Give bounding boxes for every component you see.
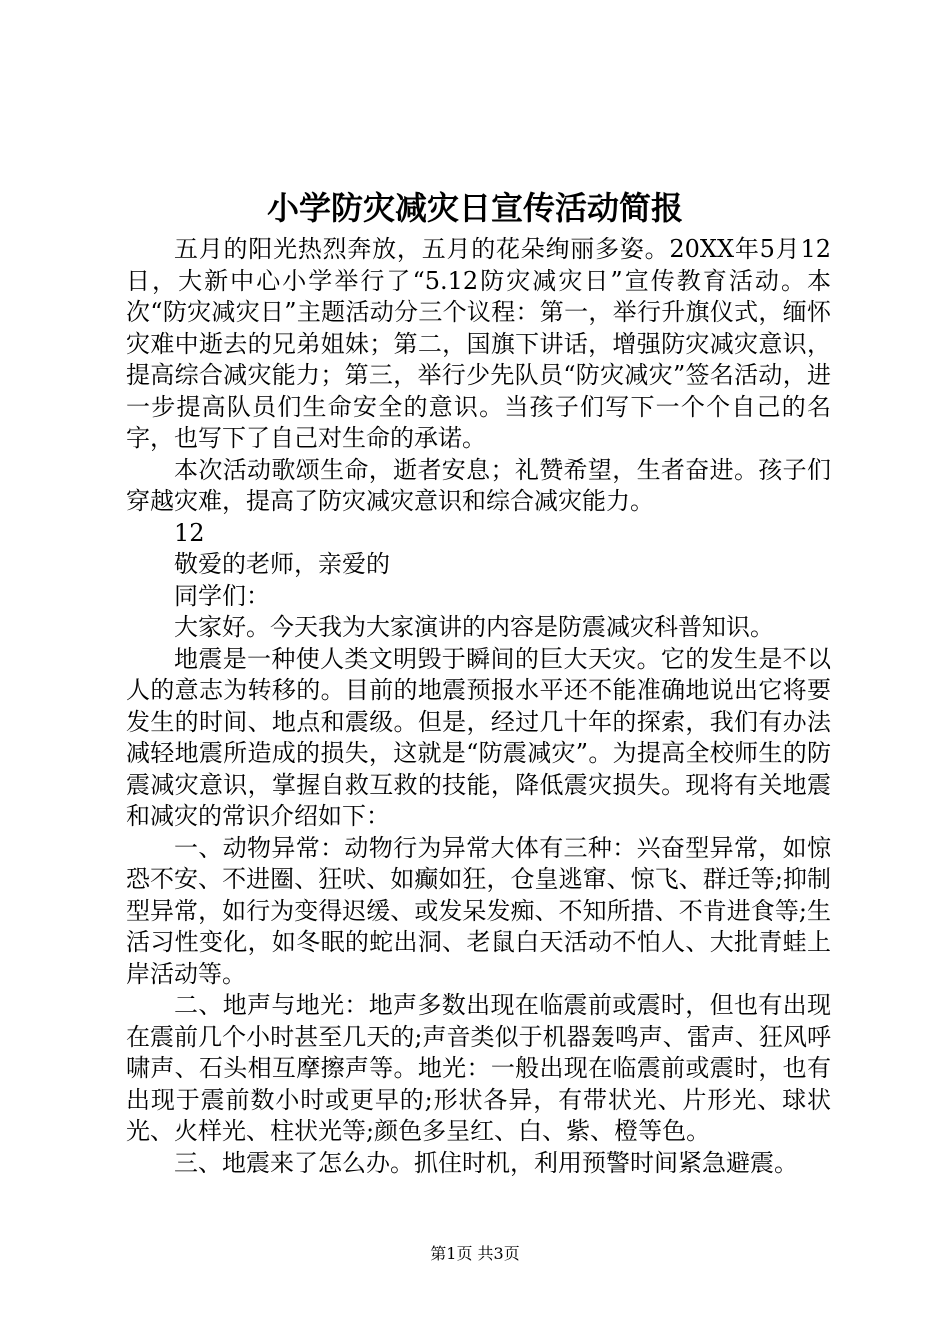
page-footer: 第1页 共3页 [430,1244,520,1263]
paragraph-number: 12 [174,518,205,547]
paragraph-earthquake-intro: 地震是一种使人类文明毁于瞬间的巨大天灾。它的发生是不以人的意志为转移的。目前的地震预报水平还不能准确地说出它将要发生的时间、地点和震级。但是，经过几十年的探索，我们有办法减轻地震所造成的损失，这就是“防震减灾”。为提高全校师生的防震减灾意识，掌握自救互救的技能，降低震灾损失。现将有关地震和减灾的常识介绍如下： [126,644,831,830]
paragraph-animal-anomaly: 一、动物异常：动物行为异常大体有三种：兴奋型异常，如惊恐不安、不进圈、狂吠、如癫如狂，仓皇逃窜、惊飞、群迁等;抑制型异常，如行为变得迟缓、或发呆发痴、不知所措、不肯进食等;生活习性变化，如冬眠的蛇出洞、老鼠白天活动不怕人、大批青蛙上岸活动等。 [126,833,831,988]
paragraph-summary: 本次活动歌颂生命，逝者安息；礼赞希望，生者奋进。孩子们穿越灾难，提高了防灾减灾意识和综合减灾能力。 [126,455,831,515]
paragraph-sound-light: 二、地声与地光：地声多数出现在临震前或震时，但也有出现在震前几个小时甚至几天的;声音类似于机器轰鸣声、雷声、狂风呼啸声、石头相互摩擦声等。地光：一般出现在临震前或震时，也有出现于震前数小时或更早的;形状各异，有带状光、片形光、球状光、火样光、柱状光等;颜色多呈红、白、紫、橙等色。 [126,991,831,1145]
document-title: 小学防灾减灾日宣传活动简报 [266,189,683,227]
paragraph-greeting-students: 同学们： [174,581,270,610]
document-body [126,234,831,1179]
paragraph-what-to-do: 三、地震来了怎么办。抓住时机，利用预警时间紧急避震。 [174,1148,798,1177]
paragraph-greeting: 敬爱的老师，亲爱的 [174,550,390,578]
paragraph-intro: 五月的阳光热烈奔放，五月的花朵绚丽多姿。20XX年5月12日，大新中心小学举行了“5.12防灾减灾日”宣传教育活动。本次“防灾减灾日”主题活动分三个议程：第一，举行升旗仪式，缅怀灾难中逝去的兄弟姐妹；第二，国旗下讲话，增强防灾减灾意识，提高综合减灾能力；第三，举行少先队员“防灾减灾”签名活动，进一步提高队员们生命安全的意识。当孩子们写下一个个自己的名字，也写下了自己对生命的承诺。 [126,235,831,452]
paragraph-hello: 大家好。今天我为大家演讲的内容是防震减灾科普知识。 [174,613,774,641]
